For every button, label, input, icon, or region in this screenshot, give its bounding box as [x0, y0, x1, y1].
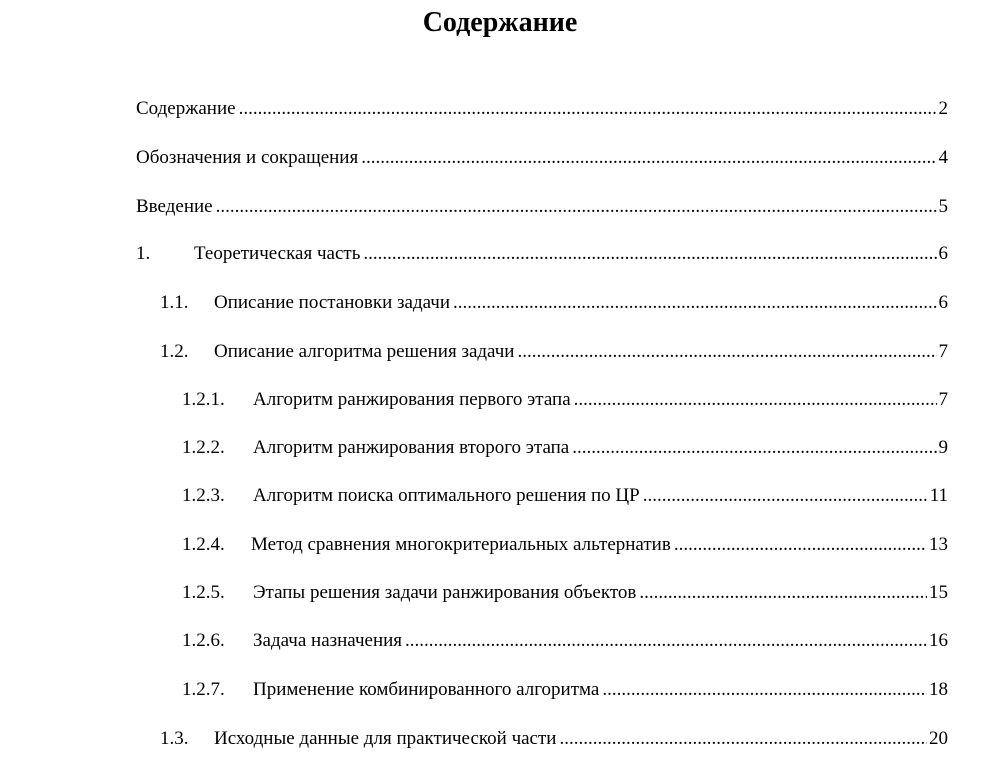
toc-entry-page: 2 [938, 98, 948, 119]
toc-entry-label: Теоретическая часть [194, 243, 361, 264]
toc-entry-1-2-2[interactable] [182, 436, 948, 460]
toc-dot-leader [643, 484, 928, 508]
toc-entry-page: 7 [938, 389, 948, 410]
toc-dot-leader [453, 291, 936, 315]
toc-entry-page: 20 [929, 728, 948, 749]
toc-dot-leader [602, 678, 927, 702]
toc-entry-label: Алгоритм ранжирования первого этапа [253, 389, 571, 410]
toc-entry-label: Алгоритм поиска оптимального решения по ЦР [253, 485, 640, 506]
toc-entry-page: 18 [929, 679, 948, 700]
toc-entry-label: Введение [136, 196, 213, 217]
toc-dot-leader [674, 533, 927, 557]
toc-entry-introduction[interactable] [136, 195, 948, 219]
toc-entry-label: Обозначения и сокращения [136, 147, 359, 168]
toc-entry-page: 11 [929, 485, 948, 506]
toc-entry-number: 1.2.3. [182, 485, 225, 506]
toc-dot-leader [517, 340, 936, 364]
toc-entry-abbreviations[interactable] [136, 146, 948, 170]
toc-entry-number: 1.2.6. [182, 630, 225, 651]
toc-dot-leader [574, 388, 937, 412]
toc-entry-number: 1.2.7. [182, 679, 225, 700]
toc-entry-number: 1.2.2. [182, 437, 225, 458]
toc-dot-leader [405, 629, 927, 653]
toc-entry-1-2-4[interactable] [182, 533, 948, 557]
toc-entry-label: Описание постановки задачи [214, 292, 451, 313]
toc-entry-number: 1.2. [160, 341, 189, 362]
toc-entry-1-2-5[interactable] [182, 581, 948, 605]
toc-dot-leader [361, 146, 936, 170]
toc-entry-label: Алгоритм ранжирования второго этапа [253, 437, 570, 458]
toc-entry-page: 6 [938, 292, 948, 313]
toc-entry-number: 1.2.5. [182, 582, 225, 603]
toc-entry-number: 1.2.1. [182, 389, 225, 410]
toc-entry-label: Этапы решения задачи ранжирования объектов [253, 582, 637, 603]
toc-dot-leader [216, 195, 937, 219]
toc-entry-page: 5 [938, 196, 948, 217]
toc-entry-page: 9 [938, 437, 948, 458]
toc-entry-page: 6 [938, 243, 948, 264]
toc-entry-label: Описание алгоритма решения задачи [214, 341, 515, 362]
toc-entry-page: 7 [938, 341, 948, 362]
toc-dot-leader [639, 581, 927, 605]
toc-dot-leader [239, 97, 937, 121]
toc-dot-leader [363, 242, 936, 266]
toc-entry-page: 16 [929, 630, 948, 651]
toc-entry-page: 13 [929, 534, 948, 555]
toc-entry-label: Содержание [136, 98, 236, 119]
toc-entry-page: 15 [929, 582, 948, 603]
toc-entry-number: 1. [136, 243, 151, 264]
toc-entry-number: 1.1. [160, 292, 189, 313]
toc-dot-leader [572, 436, 936, 460]
toc-entry-1-2-1[interactable] [182, 388, 948, 412]
page-title: Содержание [422, 7, 578, 38]
toc-entry-1-3[interactable] [160, 727, 948, 751]
toc-entry-label: Применение комбинированного алгоритма [253, 679, 600, 700]
toc-entry-number: 1.2.4. [182, 534, 225, 555]
toc-entry-1-2-6[interactable] [182, 629, 948, 653]
toc-entry-label: Задача назначения [253, 630, 403, 651]
toc-entry-contents[interactable] [136, 97, 948, 121]
toc-entry-label: Исходные данные для практической части [214, 728, 557, 749]
toc-entry-1-2-7[interactable] [182, 678, 948, 702]
toc-entry-number: 1.3. [160, 728, 189, 749]
toc-entry-1-2[interactable] [160, 340, 948, 364]
toc-entry-page: 4 [938, 147, 948, 168]
toc-entry-1[interactable] [136, 242, 948, 266]
toc-dot-leader [559, 727, 927, 751]
toc-entry-label: Метод сравнения многокритериальных альтернатив [251, 534, 671, 555]
toc-entry-1-2-3[interactable] [182, 484, 948, 508]
toc-entry-1-1[interactable] [160, 291, 948, 315]
